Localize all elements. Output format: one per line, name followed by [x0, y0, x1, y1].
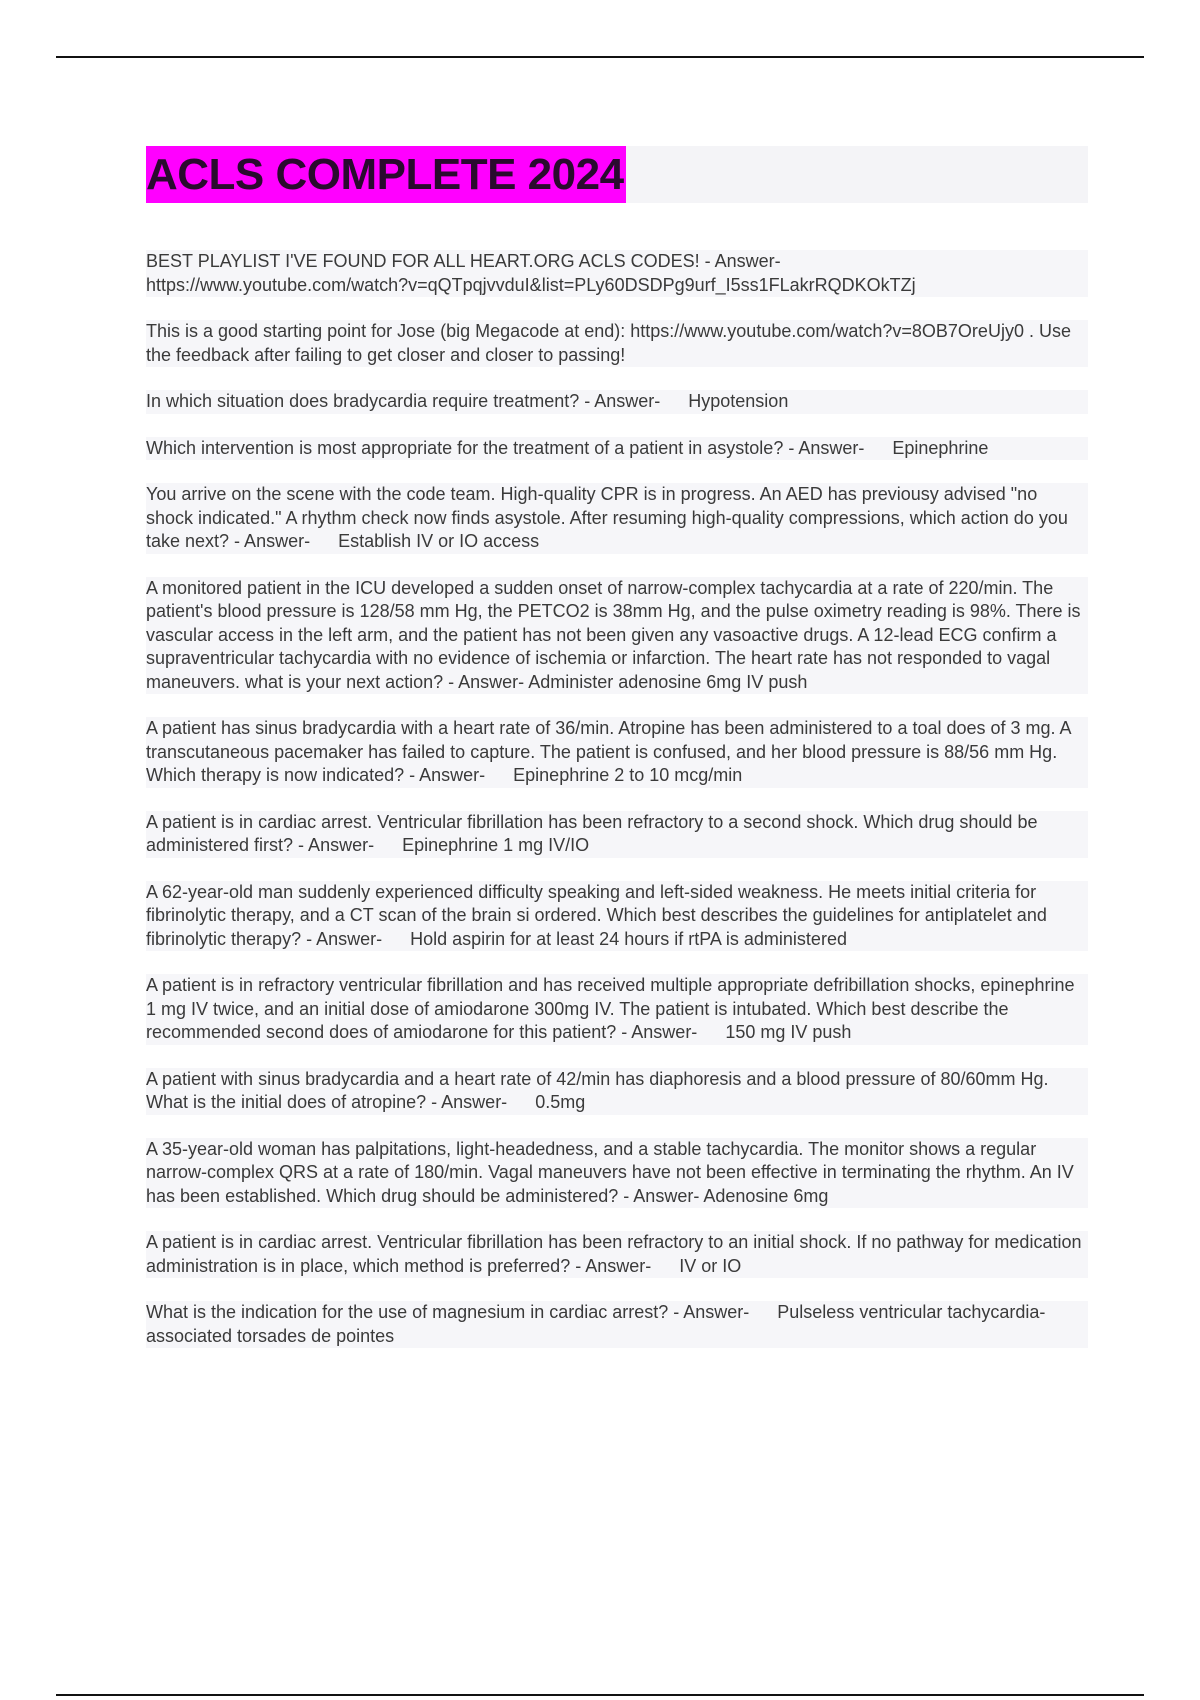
answer: 0.5mg: [535, 1092, 586, 1112]
question: You arrive on the scene with the code team. High-quality CPR is in progress. An AED has previousy advised "no shock indicated." A rhythm check now finds asystole. After resuming high-quality compressions, which action do you take next? - Answer-: [146, 484, 1073, 551]
qa-item: [146, 483, 1088, 554]
qa-item: [146, 1138, 1088, 1209]
question: A patient is in cardiac arrest. Ventricular fibrillation has been refractory to a second shock. Which drug should be administered first? - Answer-: [146, 811, 1043, 855]
answer: Adenosine 6mg: [703, 1185, 829, 1206]
answer: Epinephrine: [892, 437, 989, 458]
question: A patient is in refractory ventricular fibrillation and has received multiple appropriate defribillation shocks, epinephrine 1 mg IV twice, and an initial dose of amiodarone 300mg IV. The patient is intubated. Which best describe the recommended second does of amiodarone for this patient? - Answer-: [146, 975, 1080, 1042]
question: A 35-year-old woman has palpitations, light-headedness, and a stable tachycardia. The monitor shows a regular narrow-complex QRS at a rate of 180/min. Vagal maneuvers have not been effective in terminating the rhythm. An IV has been established. Which drug should be administered? - Answer-: [146, 1138, 1079, 1206]
question: A monitored patient in the ICU developed a sudden onset of narrow-complex tachycardia at a rate of 220/min. The patient's blood pressure is 128/58 mm Hg, the PETCO2 is 38mm Hg, and the pulse oximetry reading is 98%. There is vascular access in the left arm, and the patient has not been given any vasoactive drugs. A 12-lead ECG confirm a supraventricular tachycardia with no evidence of ischemia or infarction. The heart rate has not responded to vagal maneuvers. what is your next action? - Answer-: [146, 577, 1086, 692]
question: A patient has sinus bradycardia with a heart rate of 36/min. Atropine has been administered to a toal does of 3 mg. A transcutaneous pacemaker has failed to capture. The patient is confused, and her blood pressure is 88/56 mm Hg. Which therapy is now indicated? - Answer-: [146, 718, 1076, 785]
qa-item: [146, 437, 1088, 461]
question: A 62-year-old man suddenly experienced difficulty speaking and left-sided weakness. He meets initial criteria for fibrinolytic therapy, and a CT scan of the brain si ordered. Which best describes the guidelines for antiplatelet and fibrinolytic therapy? - Answer-: [146, 881, 1052, 949]
qa-item: [146, 881, 1088, 952]
qa-item: [146, 1068, 1088, 1115]
question: In which situation does bradycardia require treatment? - Answer-: [146, 391, 661, 411]
question: A patient with sinus bradycardia and a heart rate of 42/min has diaphoresis and a blood pressure of 80/60mm Hg. What is the initial does of atropine? - Answer-: [146, 1068, 1054, 1112]
qa-item: [146, 974, 1088, 1045]
question: Which intervention is most appropriate for the treatment of a patient in asystole? - Answer-: [146, 437, 865, 458]
answer: Pulseless ventricular tachycardia-associated torsades de pointes: [146, 1302, 1046, 1346]
top-rule: [56, 56, 1144, 58]
qa-item: [146, 1301, 1088, 1348]
bottom-rule: [56, 1694, 1144, 1696]
question: BEST PLAYLIST I'VE FOUND FOR ALL HEART.ORG ACLS CODES! - Answer-: [146, 251, 781, 271]
question: What is the indication for the use of magnesium in cardiac arrest? - Answer-: [146, 1302, 750, 1322]
answer: Establish IV or IO access: [338, 531, 540, 551]
answer: https://www.youtube.com/watch?v=qQTpqjvvduI&list=PLy60DSDPg9urf_I5ss1FLakrRQDKOkTZj: [146, 274, 916, 295]
qa-item: [146, 250, 1088, 297]
answer: Epinephrine 2 to 10 mcg/min: [513, 765, 743, 785]
answer: 150 mg IV push: [725, 1022, 852, 1042]
document-title: ACLS COMPLETE 2024: [146, 146, 626, 203]
question: A patient is in cardiac arrest. Ventricular fibrillation has been refractory to an initial shock. If no pathway for medication administration is in place, which method is preferred? - Answer-: [146, 1232, 1087, 1276]
question: This is a good starting point for Jose (big Megacode at end): https://www.youtube.com/watch?v=8OB7OreUjy0 . Use the feedback after failing to get closer and closer to passing!: [146, 321, 1076, 365]
answer: IV or IO: [679, 1255, 742, 1276]
qa-item: [146, 811, 1088, 858]
answer: Hold aspirin for at least 24 hours if rtPA is administered: [410, 928, 847, 949]
qa-item: [146, 717, 1088, 788]
qa-list: [146, 250, 1088, 1371]
qa-item: [146, 1231, 1088, 1278]
qa-item: [146, 390, 1088, 414]
qa-item: [146, 577, 1088, 695]
answer: Hypotension: [688, 391, 789, 411]
answer: Administer adenosine 6mg IV push: [528, 671, 808, 692]
answer: Epinephrine 1 mg IV/IO: [402, 835, 590, 855]
qa-item: [146, 320, 1088, 367]
